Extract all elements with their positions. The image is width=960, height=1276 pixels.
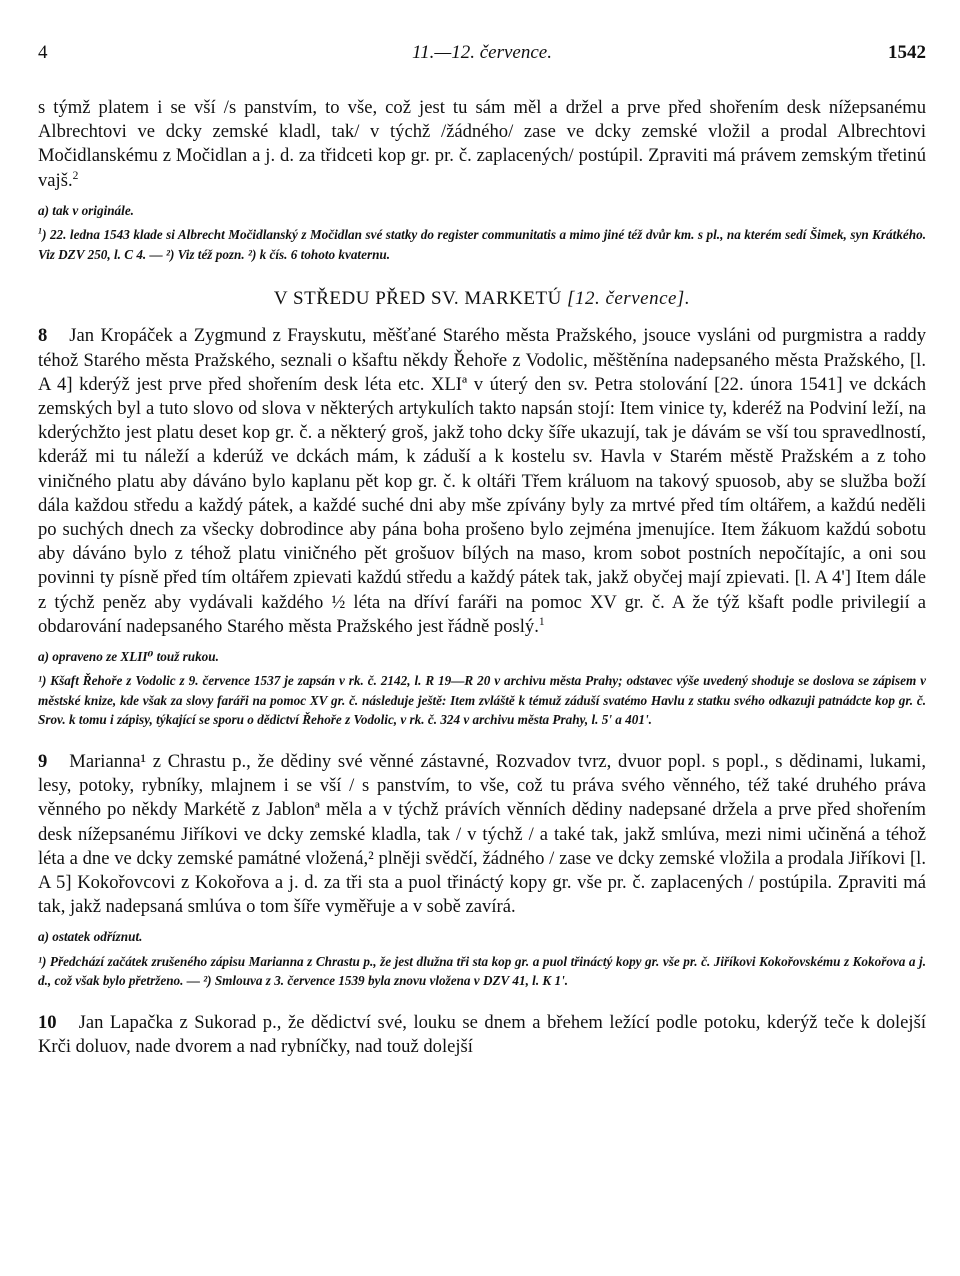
entry-9-text: Marianna¹ z Chrastu p., že dědiny své věnné zástavné, Rozvadov tvrz, dvuor popl. s popl., s dědinami, lukami, lesy, potoky, rybníky, mlajnem i se vší / s panstvím, to vše, což tu práva svého věnného, též také druhého práva věnného po někdy Markétě z Jablonª měla a v týchž právích věnních dědiny nadepsané držela a prve před shořením desk nížepsanému Jiříkovi ve dcky zemské kladla, tak / v týchž / a také tak, jakž smlúva, mezi nimi učiněná a téhož léta a dne ve dcky zemské památné vložená,² plněji svědčí, žádného / zase ve dcky zemské vložila a prodala Jiříkovi [l. A 5] Kokořovcovi z Kokořova a j. d. za tři sta a puol třináctý kopy gr. vše pr. č. zaplacených / postúpila. Zpraviti má tak, jakž nadepsaná smlúva o tom šíře vyměřuje a v sobě zavírá.: [38, 750, 926, 918]
entry-9-footnote-a: a) ostatek odříznut.: [38, 929, 143, 945]
section-date: [12. července].: [567, 288, 691, 310]
entry-10: [38, 1011, 926, 1059]
entry-9-footnote-1: ¹) Předchází začátek zrušeného zápisu Marianna z Chrastu p., že jest dlužna tři sta kop gr. a puol třináctý kopy gr. vše pr. č. Jiříkovi Kokořovskému z Kokořova a j. d., což však bylo přetrženo. — ²) Smlouva z 3. července 1539 byla znovu vložena v DZV 41, l. K 1'.: [38, 953, 926, 989]
intro-footnote-1-text: ) 22. ledna 1543 klade si Albrecht Močidlanský z Močidlan své statky do register communitatis a mimo jiné též dvůr km. s pl., na kterém sedí Šimek, syn Krátkého. Viz DZV 250, l. C 4. — ²) Viz též pozn. ²) k čís. 6 tohoto kvaternu.: [38, 227, 926, 262]
entry-9-number: 9: [38, 750, 48, 772]
entry-8: [38, 324, 926, 730]
header-date: 11.—12. července.: [412, 42, 552, 63]
section-title: [38, 288, 926, 310]
section-title-text: V STŘEDU PŘED SV. MARKETÚ: [273, 288, 562, 310]
entry-8-footnote-1: ¹) Kšaft Řehoře z Vodolic z 9. července 1537 je zapsán v rk. č. 2142, l. R 19—R 20 v archivu města Prahy; odstavec výše uvedený shoduje se doslova se zápisem v městské knize, kde však za slovy faráři na pomoc XV gr. č. následuje ještě: Item zvláště k témuž záduší svatémo Havlu z statku svého odkazuji patnádcte kop gr. č. Srov. k tomu i zápisy, týkající se sporu o dědictví Řehoře z Vodolic, v rk. č. 324 v archivu města Prahy, l. 5' a 401'.: [38, 673, 926, 728]
document-page: [38, 40, 926, 1059]
intro-footnote-1-mark: 1: [38, 226, 43, 236]
intro-footnote-1: [38, 225, 926, 264]
entry-8-paragraph: [38, 324, 926, 639]
intro-text: s týmž platem i se vší /s panstvím, to vše, což jest tu sám měl a držel a prve před shořením desk nížepsanému Albrechtovi ve dcky zemské kladl, tak/ v týchž /žádného/ zase ve dcky zemské vložil a prodal Albrechtovi Močidlanskému z Močidlan a j. d. za třidceti kop gr. pr. č. zaplacených/ postúpil. Zpraviti má právem zemským třetinú vajš.: [38, 97, 926, 191]
entry-8-number: 8: [38, 325, 48, 347]
entry-10-paragraph: [38, 1011, 926, 1059]
page-header: [38, 40, 926, 74]
entry-10-text: Jan Lapačka z Sukorad p., že dědictví své, louku se dnem a břehem ležící podle potoku, kderýž teče k dolejší Krči doluov, nade dvorem a nad rybníčky, nad touž dolejší: [38, 1011, 926, 1058]
entry-8-note-mark: 1: [538, 615, 545, 628]
entry-9: [38, 750, 926, 991]
entry-8-text: Jan Kropáček a Zygmund z Frayskutu, měšťané Starého města Pražského, jsouce vysláni od purgmistra a raddy téhož Starého města Pražského, seznali o kšaftu někdy Řehoře z Vodolic, měštěnína nadepsaného města Pražského, [l. A 4] kderýž jest prve před shořením desk léta etc. XLIª v úterý den sv. Petra stolování [22. února 1541] ve dckách zemských byl a tuto slovo od slova v některých artykulích takto napsán stojí: Item vinice ty, kderéž na Podviní leží, na kderýchžto jest platu deset kop gr. č. a některý groš, jakž toho dcky šíře ukazují, tak je dávám se vší tou spravedlností, kderáž mi tu náleží a kderúž ve dckách mám, k záduší a k kostelu sv. Havla v Starém městě Pražském a z toho viničného platu aby dáváno bylo kaplanu pět kop gr. č. k oltáři Třem králuom na takový spuosob, aby se služba boží dála každou středu a každý pátek, a každé suché dni aby mše zpívány byly za mrtvé před tím oltářem, a každú neděli po suchých dnech za všecky dobrodince aby pána boha prošeno bylo zejména jmenujíce. Item žákuom každú sobotu aby dáváno bylo z téhož platu viničného pět grošuov bílých na maso, krom sobot postních nepočítajíc, a oni sou povinni ty písně před tím oltářem zpievati každú středu a každý pátek tak, jakž obyčej mají zpievati. [l. A 4'] Item dále z týchž peněz aby vydávali každého ½ léta na dříví faráři na pomoc XV gr. č. A že týž kšaft podle privilegií a obdarování nadepsaného Starého města Pražského jest řádně poslý.: [38, 325, 926, 637]
intro-paragraph: [38, 96, 926, 193]
page-number: 4: [38, 42, 48, 63]
charter-number: 1542: [888, 42, 926, 63]
intro-footnote-a: a) tak v originále.: [38, 202, 134, 218]
entry-8-footnote-a: a) opraveno ze XLII⁰ touž rukou.: [38, 648, 219, 664]
intro-note-mark: 2: [72, 169, 79, 182]
entry-9-paragraph: [38, 750, 926, 919]
entry-10-number: 10: [38, 1011, 57, 1033]
